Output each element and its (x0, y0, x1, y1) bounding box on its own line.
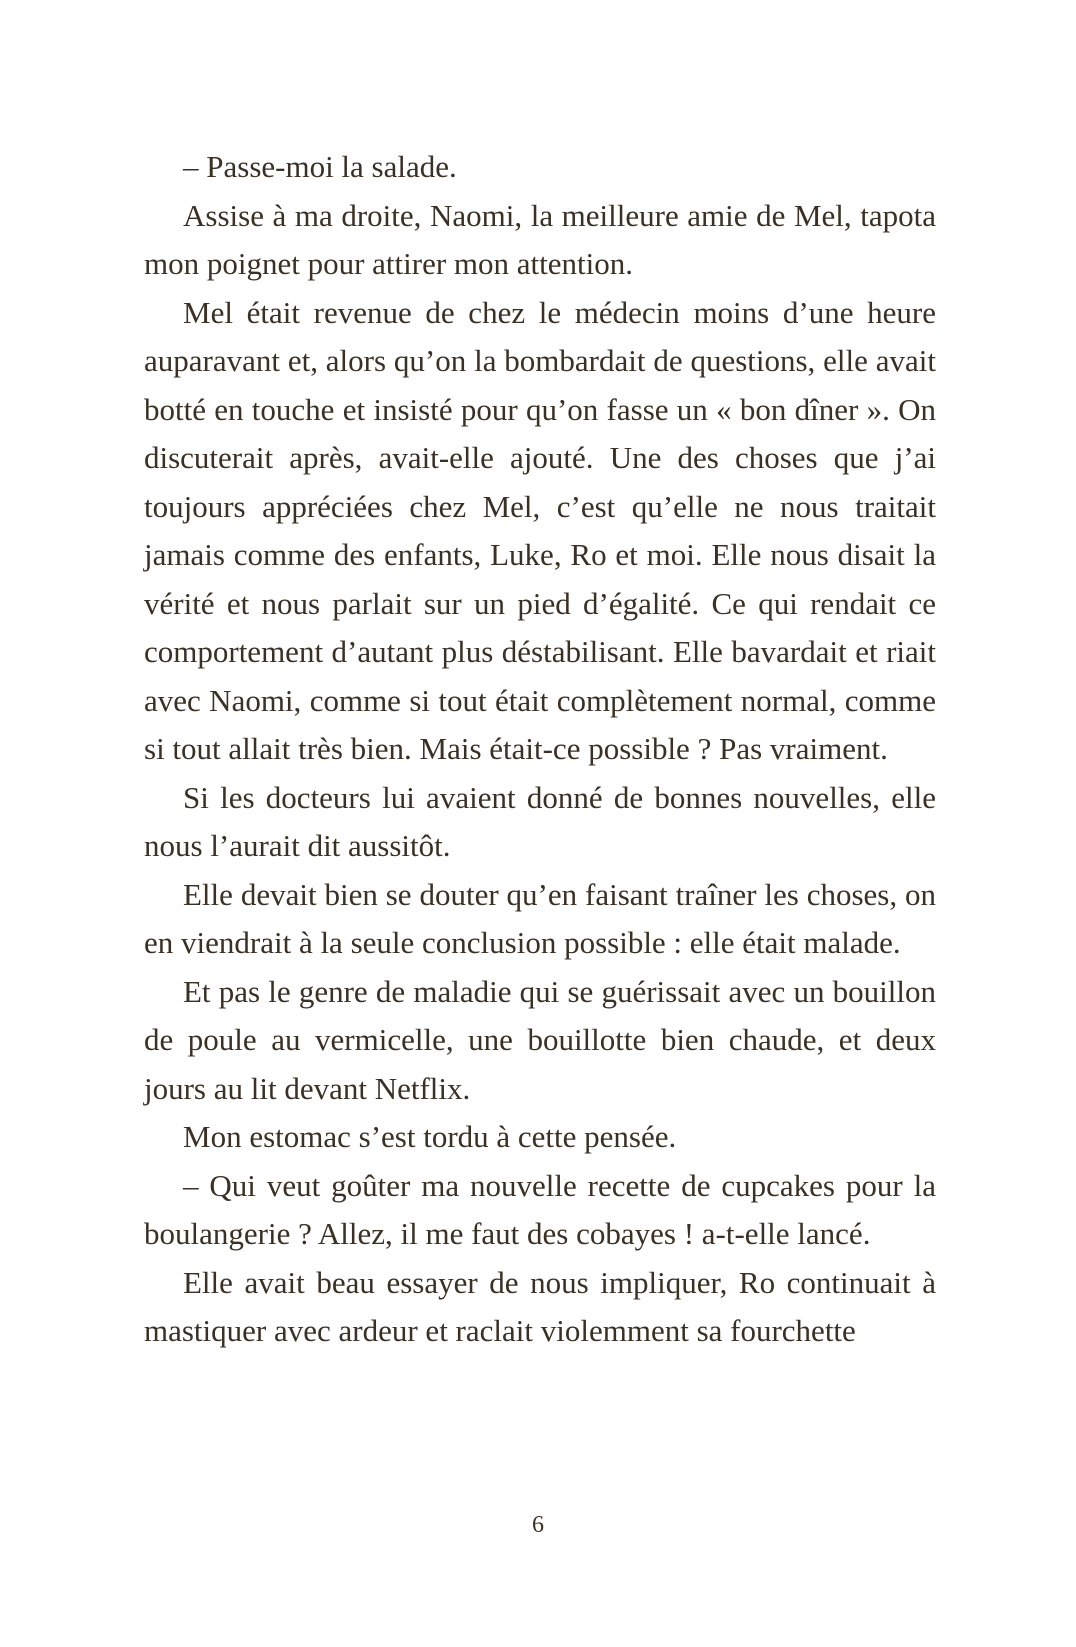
paragraph: Assise à ma droite, Naomi, la meilleure amie de Mel, tapota mon poignet pour attirer mon attention. (144, 197, 936, 281)
body-text (144, 143, 936, 1356)
paragraph: Mon estomac s’est tordu à cette pensée. (183, 1119, 677, 1154)
paragraph: Elle avait beau essayer de nous impliquer, Ro continuait à mastiquer avec ardeur et raclait violemment sa fourchette (144, 1264, 936, 1348)
paragraph: Mel était revenue de chez le médecin moins d’une heure auparavant et, alors qu’on la bombardait de questions, elle avait botté en touche et insisté pour qu’on fasse un « bon dîner ». On discuterait après, avait-elle ajouté. Une des choses que j’ai toujours appréciées chez Mel, c’est qu’elle ne nous traitait jamais comme des enfants, Luke, Ro et moi. Elle nous disait la vérité et nous parlait sur un pied d’égalité. Ce qui rendait ce comportement d’autant plus déstabilisant. Elle bavardait et riait avec Naomi, comme si tout était complètement normal, comme si tout allait très bien. Mais était-ce possible ? Pas vraiment. (144, 294, 936, 766)
paragraph: Si les docteurs lui avaient donné de bonnes nouvelles, elle nous l’aurait dit aussitôt. (144, 779, 936, 863)
paragraph: – Qui veut goûter ma nouvelle recette de cupcakes pour la boulangerie ? Allez, il me faut des cobayes ! a-t-elle lancé. (144, 1167, 936, 1251)
paragraph: – Passe-moi la salade. (183, 149, 457, 184)
paragraph: Elle devait bien se douter qu’en faisant traîner les choses, on en viendrait à la seule conclusion possible : elle était malade. (144, 876, 936, 960)
paragraph: Et pas le genre de maladie qui se guérissait avec un bouillon de poule au vermicelle, une bouillotte bien chaude, et deux jours au lit devant Netflix. (144, 973, 936, 1106)
page-number: 6 (532, 1512, 544, 1538)
